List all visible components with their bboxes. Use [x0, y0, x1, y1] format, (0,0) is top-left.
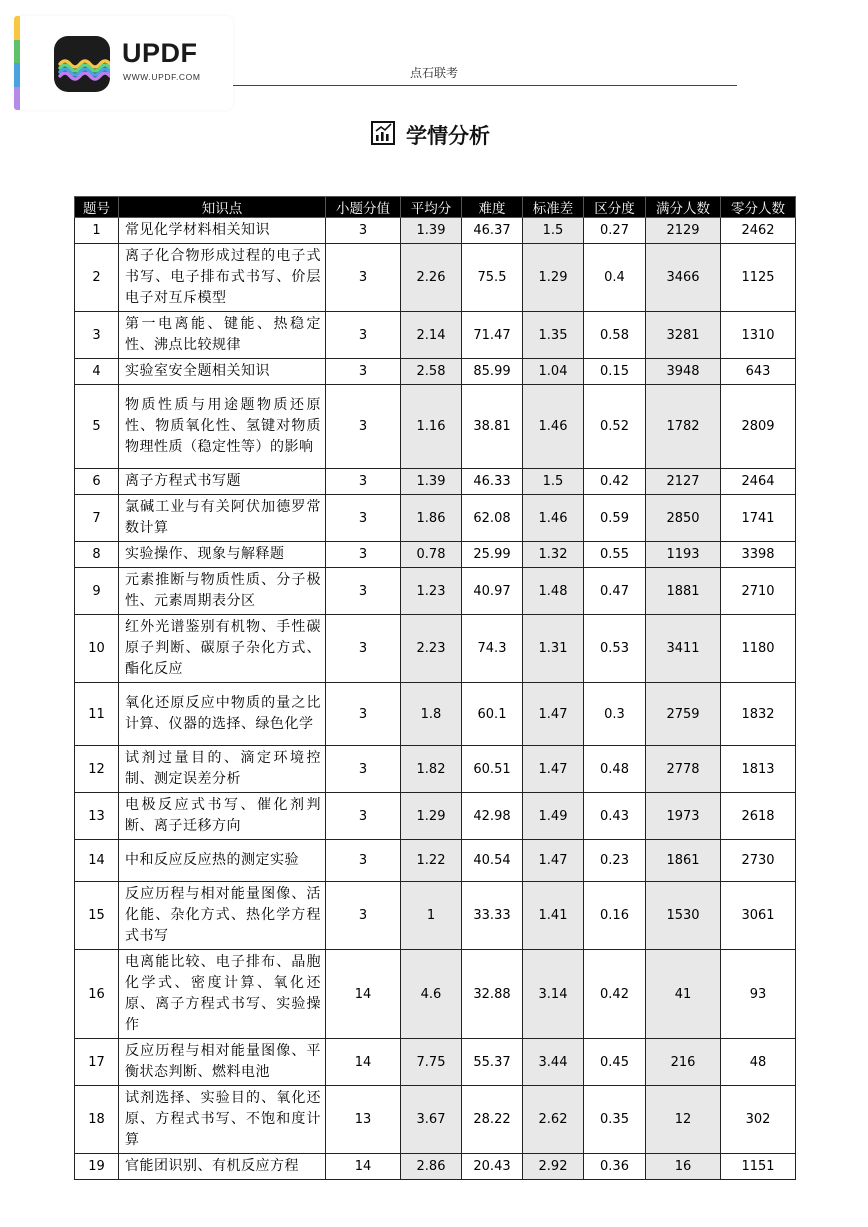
cell-zero-score-count: 1310	[721, 312, 796, 359]
header-col-average: 平均分	[401, 197, 462, 218]
updf-brand-text: UPDF	[122, 38, 198, 68]
cell-std-dev: 1.5	[523, 469, 584, 495]
cell-knowledge-point: 元素推断与物质性质、分子极性、元素周期表分区	[119, 568, 326, 615]
cell-knowledge-point: 实验操作、现象与解释题	[119, 542, 326, 568]
cell-difficulty: 62.08	[462, 495, 523, 542]
header-col-discrimination: 区分度	[584, 197, 646, 218]
cell-zero-score-count: 1741	[721, 495, 796, 542]
cell-no: 1	[75, 218, 119, 244]
cell-zero-score-count: 1151	[721, 1154, 796, 1180]
table-row	[75, 840, 796, 882]
cell-difficulty: 40.54	[462, 840, 523, 882]
cell-full-score-count: 12	[646, 1086, 721, 1154]
cell-no: 13	[75, 793, 119, 840]
cell-knowledge-point: 常见化学材料相关知识	[119, 218, 326, 244]
cell-average: 1.82	[401, 746, 462, 793]
cell-knowledge-point: 红外光谱鉴别有机物、手性碳原子判断、碳原子杂化方式、酯化反应	[119, 615, 326, 683]
cell-average: 1.23	[401, 568, 462, 615]
cell-full-score-count: 41	[646, 950, 721, 1039]
updf-watermark	[14, 16, 233, 110]
cell-discrimination: 0.36	[584, 1154, 646, 1180]
cell-knowledge-point: 试剂过量目的、滴定环境控制、测定误差分析	[119, 746, 326, 793]
cell-average: 0.78	[401, 542, 462, 568]
cell-full-score-count: 1973	[646, 793, 721, 840]
cell-discrimination: 0.35	[584, 1086, 646, 1154]
cell-item-score: 3	[326, 615, 401, 683]
cell-knowledge-point: 电极反应式书写、催化剂判断、离子迁移方向	[119, 793, 326, 840]
cell-difficulty: 60.1	[462, 683, 523, 746]
cell-knowledge-point: 氯碱工业与有关阿伏加德罗常数计算	[119, 495, 326, 542]
section-title	[370, 118, 490, 152]
cell-full-score-count: 2129	[646, 218, 721, 244]
cell-full-score-count: 1861	[646, 840, 721, 882]
item-analysis-table	[74, 196, 796, 1180]
cell-std-dev: 1.47	[523, 840, 584, 882]
cell-no: 6	[75, 469, 119, 495]
cell-std-dev: 1.47	[523, 746, 584, 793]
header-col-full-score-count: 满分人数	[646, 197, 721, 218]
table-row	[75, 495, 796, 542]
cell-discrimination: 0.27	[584, 218, 646, 244]
cell-full-score-count: 1881	[646, 568, 721, 615]
cell-full-score-count: 1193	[646, 542, 721, 568]
cell-full-score-count: 3411	[646, 615, 721, 683]
cell-full-score-count: 3281	[646, 312, 721, 359]
cell-full-score-count: 1530	[646, 882, 721, 950]
cell-knowledge-point: 中和反应反应热的测定实验	[119, 840, 326, 882]
cell-average: 1.8	[401, 683, 462, 746]
table-row	[75, 359, 796, 385]
cell-item-score: 3	[326, 793, 401, 840]
cell-difficulty: 60.51	[462, 746, 523, 793]
table-row	[75, 218, 796, 244]
cell-item-score: 3	[326, 568, 401, 615]
cell-discrimination: 0.53	[584, 615, 646, 683]
header-col-std-dev: 标准差	[523, 197, 584, 218]
cell-full-score-count: 3466	[646, 244, 721, 312]
cell-zero-score-count: 2464	[721, 469, 796, 495]
cell-average: 2.58	[401, 359, 462, 385]
cell-difficulty: 38.81	[462, 385, 523, 469]
cell-discrimination: 0.16	[584, 882, 646, 950]
chart-icon	[370, 120, 396, 150]
cell-knowledge-point: 电离能比较、电子排布、晶胞化学式、密度计算、氧化还原、离子方程式书写、实验操作	[119, 950, 326, 1039]
cell-no: 3	[75, 312, 119, 359]
table-row	[75, 746, 796, 793]
cell-std-dev: 1.5	[523, 218, 584, 244]
cell-item-score: 3	[326, 683, 401, 746]
cell-knowledge-point: 氧化还原反应中物质的量之比计算、仪器的选择、绿色化学	[119, 683, 326, 746]
cell-item-score: 3	[326, 469, 401, 495]
cell-zero-score-count: 48	[721, 1039, 796, 1086]
cell-average: 2.14	[401, 312, 462, 359]
cell-std-dev: 2.62	[523, 1086, 584, 1154]
table-row	[75, 568, 796, 615]
cell-zero-score-count: 1180	[721, 615, 796, 683]
cell-item-score: 14	[326, 1154, 401, 1180]
cell-std-dev: 1.46	[523, 385, 584, 469]
cell-no: 18	[75, 1086, 119, 1154]
cell-discrimination: 0.43	[584, 793, 646, 840]
cell-difficulty: 46.37	[462, 218, 523, 244]
table-row	[75, 950, 796, 1039]
cell-item-score: 3	[326, 359, 401, 385]
cell-no: 12	[75, 746, 119, 793]
table-row	[75, 385, 796, 469]
cell-difficulty: 32.88	[462, 950, 523, 1039]
cell-discrimination: 0.52	[584, 385, 646, 469]
header-col-no: 题号	[75, 197, 119, 218]
cell-zero-score-count: 3398	[721, 542, 796, 568]
cell-average: 1.16	[401, 385, 462, 469]
cell-difficulty: 28.22	[462, 1086, 523, 1154]
table-row	[75, 1154, 796, 1180]
cell-discrimination: 0.58	[584, 312, 646, 359]
cell-full-score-count: 2127	[646, 469, 721, 495]
cell-item-score: 3	[326, 385, 401, 469]
cell-knowledge-point: 官能团识别、有机反应方程	[119, 1154, 326, 1180]
cell-difficulty: 33.33	[462, 882, 523, 950]
cell-no: 4	[75, 359, 119, 385]
cell-std-dev: 1.41	[523, 882, 584, 950]
cell-full-score-count: 2778	[646, 746, 721, 793]
cell-knowledge-point: 离子化合物形成过程的电子式书写、电子排布式书写、价层电子对互斥模型	[119, 244, 326, 312]
cell-zero-score-count: 2710	[721, 568, 796, 615]
table-row	[75, 793, 796, 840]
cell-average: 2.86	[401, 1154, 462, 1180]
cell-zero-score-count: 643	[721, 359, 796, 385]
table-row	[75, 469, 796, 495]
cell-difficulty: 20.43	[462, 1154, 523, 1180]
cell-discrimination: 0.4	[584, 244, 646, 312]
cell-zero-score-count: 2618	[721, 793, 796, 840]
cell-discrimination: 0.48	[584, 746, 646, 793]
cell-item-score: 3	[326, 244, 401, 312]
cell-knowledge-point: 第一电离能、键能、热稳定性、沸点比较规律	[119, 312, 326, 359]
cell-discrimination: 0.23	[584, 840, 646, 882]
cell-zero-score-count: 1125	[721, 244, 796, 312]
cell-std-dev: 1.32	[523, 542, 584, 568]
cell-std-dev: 1.29	[523, 244, 584, 312]
cell-item-score: 3	[326, 746, 401, 793]
cell-no: 16	[75, 950, 119, 1039]
cell-discrimination: 0.3	[584, 683, 646, 746]
cell-item-score: 14	[326, 950, 401, 1039]
cell-full-score-count: 2759	[646, 683, 721, 746]
section-title-text: 学情分析	[406, 124, 490, 148]
cell-no: 2	[75, 244, 119, 312]
cell-difficulty: 74.3	[462, 615, 523, 683]
cell-knowledge-point: 物质性质与用途题物质还原性、物质氧化性、氢键对物质物理性质（稳定性等）的影响	[119, 385, 326, 469]
cell-no: 8	[75, 542, 119, 568]
cell-std-dev: 1.46	[523, 495, 584, 542]
cell-full-score-count: 2850	[646, 495, 721, 542]
cell-item-score: 3	[326, 312, 401, 359]
cell-difficulty: 40.97	[462, 568, 523, 615]
cell-average: 7.75	[401, 1039, 462, 1086]
watermark-color-stripe	[14, 16, 20, 110]
table-row	[75, 244, 796, 312]
cell-difficulty: 46.33	[462, 469, 523, 495]
cell-average: 2.23	[401, 615, 462, 683]
cell-std-dev: 3.44	[523, 1039, 584, 1086]
cell-discrimination: 0.55	[584, 542, 646, 568]
cell-difficulty: 71.47	[462, 312, 523, 359]
cell-discrimination: 0.45	[584, 1039, 646, 1086]
cell-average: 1.86	[401, 495, 462, 542]
cell-item-score: 3	[326, 495, 401, 542]
cell-difficulty: 25.99	[462, 542, 523, 568]
cell-std-dev: 3.14	[523, 950, 584, 1039]
cell-zero-score-count: 1832	[721, 683, 796, 746]
cell-average: 4.6	[401, 950, 462, 1039]
cell-full-score-count: 16	[646, 1154, 721, 1180]
cell-average: 1.39	[401, 469, 462, 495]
cell-full-score-count: 1782	[646, 385, 721, 469]
cell-no: 9	[75, 568, 119, 615]
cell-no: 5	[75, 385, 119, 469]
cell-difficulty: 75.5	[462, 244, 523, 312]
cell-zero-score-count: 2809	[721, 385, 796, 469]
table-row	[75, 312, 796, 359]
cell-std-dev: 1.48	[523, 568, 584, 615]
cell-discrimination: 0.42	[584, 950, 646, 1039]
cell-full-score-count: 3948	[646, 359, 721, 385]
updf-url-text: WWW.UPDF.COM	[123, 72, 201, 82]
cell-no: 19	[75, 1154, 119, 1180]
header-col-difficulty: 难度	[462, 197, 523, 218]
cell-zero-score-count: 93	[721, 950, 796, 1039]
cell-std-dev: 1.04	[523, 359, 584, 385]
header-col-item-score: 小题分值	[326, 197, 401, 218]
cell-discrimination: 0.59	[584, 495, 646, 542]
cell-difficulty: 55.37	[462, 1039, 523, 1086]
cell-knowledge-point: 实验室安全题相关知识	[119, 359, 326, 385]
table-row	[75, 882, 796, 950]
cell-no: 10	[75, 615, 119, 683]
cell-difficulty: 42.98	[462, 793, 523, 840]
cell-zero-score-count: 3061	[721, 882, 796, 950]
header-col-knowledge-point: 知识点	[119, 197, 326, 218]
cell-difficulty: 85.99	[462, 359, 523, 385]
running-header: 点石联考	[409, 66, 458, 80]
cell-average: 3.67	[401, 1086, 462, 1154]
cell-average: 1.29	[401, 793, 462, 840]
cell-no: 17	[75, 1039, 119, 1086]
cell-average: 1	[401, 882, 462, 950]
cell-item-score: 13	[326, 1086, 401, 1154]
cell-zero-score-count: 2462	[721, 218, 796, 244]
cell-discrimination: 0.15	[584, 359, 646, 385]
table-row	[75, 1086, 796, 1154]
cell-no: 11	[75, 683, 119, 746]
cell-std-dev: 1.35	[523, 312, 584, 359]
cell-knowledge-point: 反应历程与相对能量图像、活化能、杂化方式、热化学方程式书写	[119, 882, 326, 950]
cell-knowledge-point: 反应历程与相对能量图像、平衡状态判断、燃料电池	[119, 1039, 326, 1086]
cell-knowledge-point: 试剂选择、实验目的、氧化还原、方程式书写、不饱和度计算	[119, 1086, 326, 1154]
cell-zero-score-count: 1813	[721, 746, 796, 793]
header-rule	[233, 85, 737, 86]
table-header-row	[75, 197, 796, 218]
cell-std-dev: 1.31	[523, 615, 584, 683]
cell-no: 14	[75, 840, 119, 882]
cell-full-score-count: 216	[646, 1039, 721, 1086]
table-row	[75, 1039, 796, 1086]
cell-std-dev: 1.49	[523, 793, 584, 840]
cell-average: 1.39	[401, 218, 462, 244]
cell-item-score: 14	[326, 1039, 401, 1086]
cell-no: 7	[75, 495, 119, 542]
table-row	[75, 683, 796, 746]
cell-item-score: 3	[326, 882, 401, 950]
cell-item-score: 3	[326, 542, 401, 568]
cell-no: 15	[75, 882, 119, 950]
cell-item-score: 3	[326, 840, 401, 882]
cell-knowledge-point: 离子方程式书写题	[119, 469, 326, 495]
cell-std-dev: 2.92	[523, 1154, 584, 1180]
cell-average: 1.22	[401, 840, 462, 882]
cell-std-dev: 1.47	[523, 683, 584, 746]
header-col-zero-score-count: 零分人数	[721, 197, 796, 218]
cell-item-score: 3	[326, 218, 401, 244]
cell-zero-score-count: 302	[721, 1086, 796, 1154]
table-row	[75, 542, 796, 568]
table-body	[75, 218, 796, 1180]
cell-discrimination: 0.42	[584, 469, 646, 495]
table-row	[75, 615, 796, 683]
cell-discrimination: 0.47	[584, 568, 646, 615]
cell-average: 2.26	[401, 244, 462, 312]
cell-zero-score-count: 2730	[721, 840, 796, 882]
